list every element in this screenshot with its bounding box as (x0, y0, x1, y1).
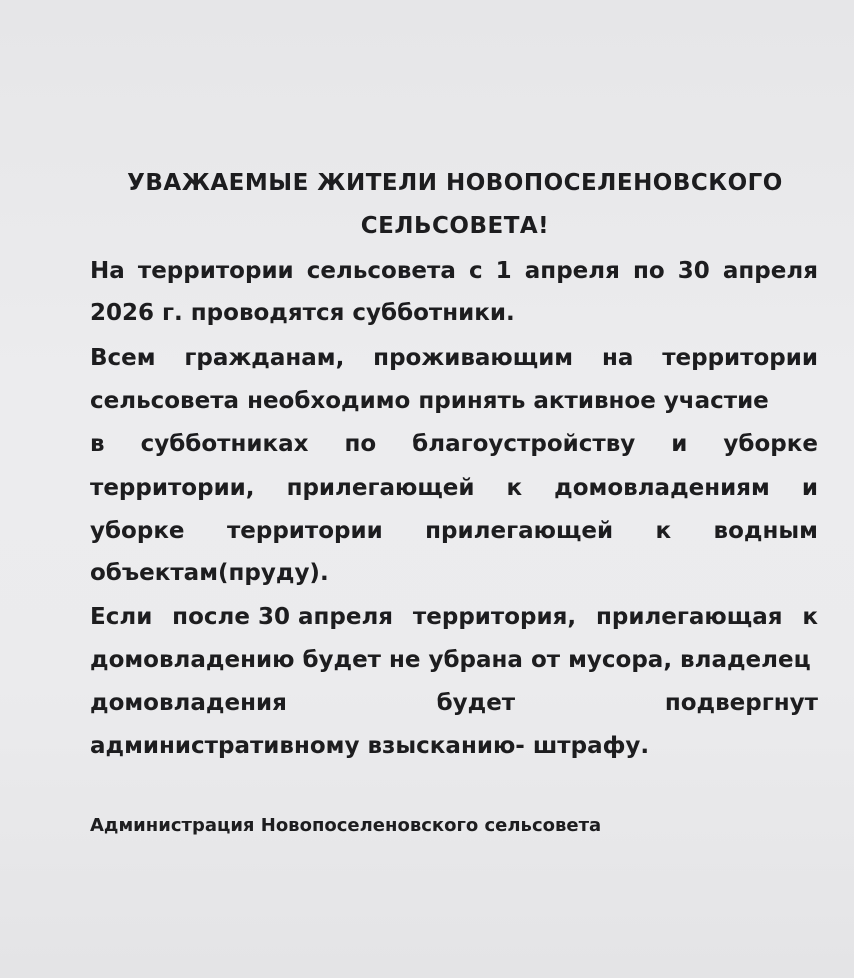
word: территории (662, 345, 818, 371)
word: и (801, 475, 818, 501)
body-line-12: административному взысканию- штрафу. (90, 733, 650, 759)
word: домовладениям (554, 475, 770, 501)
word: проживающим (373, 345, 574, 371)
word: домовладения (90, 690, 287, 716)
body-line-4: сельсовета необходимо принять активное участие (90, 388, 769, 414)
body-line-6 (90, 472, 818, 504)
word: будет (436, 690, 516, 716)
body-line-10: домовладению будет не убрана от мусора, владелец (90, 647, 811, 673)
body-line-11 (90, 687, 818, 719)
word: по (632, 258, 665, 284)
body-line-2: 2026 г. проводятся субботники. (90, 300, 515, 326)
body-line-3 (90, 342, 818, 374)
word: и (671, 431, 688, 457)
word: территории (226, 518, 383, 544)
word: территория, (412, 604, 577, 630)
word: в (90, 431, 105, 457)
word: водным (713, 518, 818, 544)
notice-title-line-1: УВАЖАЕМЫЕ ЖИТЕЛИ НОВОПОСЕЛЕНОВСКОГО (127, 170, 783, 196)
word: Если (90, 604, 153, 630)
word: прилегающей (425, 518, 614, 544)
word: территории, (90, 475, 255, 501)
signature: Администрация Новопоселеновского сельсовета (90, 815, 602, 836)
word: к (506, 475, 523, 501)
word: Всем (90, 345, 156, 371)
word: уборке (90, 518, 185, 544)
word: 30 (677, 258, 710, 284)
word: прилегающая (595, 604, 783, 630)
body-line-1 (90, 255, 818, 287)
word: уборке (723, 431, 818, 457)
word: апреля (524, 258, 620, 284)
word: благоустройству (412, 431, 636, 457)
body-line-7 (90, 515, 818, 547)
word: к (802, 604, 818, 630)
word: подвергнут (664, 690, 818, 716)
word: на (601, 345, 634, 371)
word: по (344, 431, 377, 457)
word: к (655, 518, 672, 544)
notice-title-line-2: СЕЛЬСОВЕТА! (360, 213, 550, 239)
word: территории (137, 258, 294, 284)
body-line-9 (90, 601, 818, 633)
word: прилегающей (286, 475, 475, 501)
body-line-5 (90, 428, 818, 460)
word: апреля (722, 258, 818, 284)
word: 1 (495, 258, 512, 284)
word: На (90, 258, 125, 284)
word: с (468, 258, 483, 284)
word: гражданам, (184, 345, 345, 371)
word: субботниках (140, 431, 309, 457)
word: сельсовета (306, 258, 456, 284)
word: после 30 апреля (172, 604, 394, 630)
body-line-8: объектам(пруду). (90, 560, 329, 586)
